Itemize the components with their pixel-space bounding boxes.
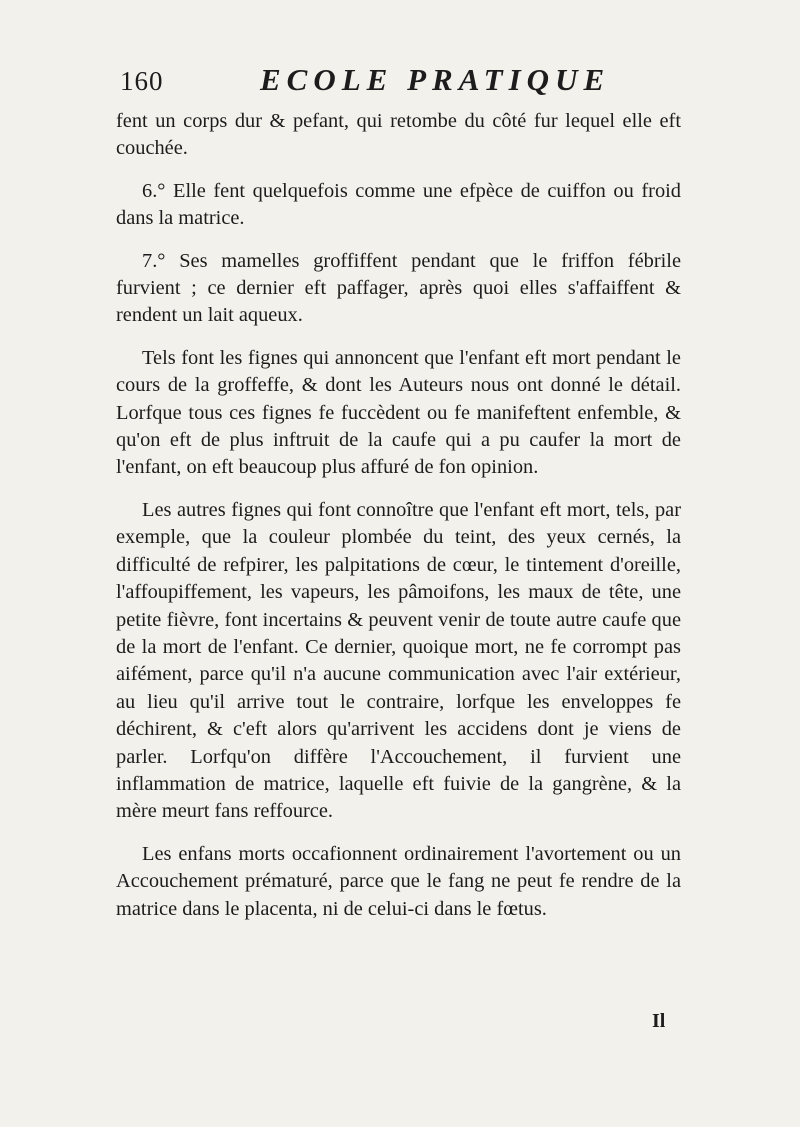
paragraph-signs-summary: Tels font les fignes qui annoncent que l'enfant eft mort pendant le cours de la groffeffe, & dont les Auteurs nous ont donné le détail. Lorfque tous ces fignes fe fuccèdent ou fe manifeftent enfemble, & qu'on eft de plus inftruit de la caufe qui a pu caufer la mort de l'enfant, on eft beaucoup plus affuré de fon opinion. (116, 346, 681, 479)
running-title: ECOLE PRATIQUE (260, 62, 611, 97)
paragraph-item-7: 7.° Ses mamelles groffiffent pendant que le friffon fébrile furvient ; ce dernier eft paffager, après quoi elles s'affaiffent & rendent un lait aqueux. (116, 249, 681, 327)
paragraph-item-6: 6.° Elle fent quelquefois comme une efpèce de cuiffon ou froid dans la matrice. (116, 179, 681, 230)
paragraph-dead-children: Les enfans morts occafionnent ordinairement l'avortement ou un Accouchement prématuré, parce que le fang ne peut fe rendre de la matrice dans le placenta, ni de celui-ci dans le fœtus. (116, 842, 681, 920)
paragraph-other-signs: Les autres fignes qui font connoître que l'enfant eft mort, tels, par exemple, que la couleur plombée du teint, des yeux cernés, la difficulté de refpirer, les palpitations de cœur, le tintement d'oreille, l'affoupiffement, les vapeurs, les pâmoifons, les maux de tête, une petite fièvre, font incertains & peuvent venir de toute autre caufe que de la mort de l'enfant. Ce dernier, quoique mort, ne fe corrompt pas aifément, parce qu'il n'a aucune communication avec l'air extérieur, au lieu qu'il arrive tout le contraire, lorfque les enveloppes fe déchirent, & c'eft alors qu'arrivent les accidens dont je viens de parler. Lorfqu'on diffère l'Accouchement, il furvient une inflammation de matrice, laquelle eft fuivie de la gangrène, & la mère meurt fans reffource. (116, 498, 681, 823)
page-number: 160 (120, 66, 164, 96)
body-text (116, 108, 681, 923)
catchword: Il (652, 1010, 666, 1032)
paragraph-continuation: fent un corps dur & pefant, qui retombe du côté fur lequel elle eft couchée. (116, 110, 681, 160)
page-header (120, 60, 680, 100)
